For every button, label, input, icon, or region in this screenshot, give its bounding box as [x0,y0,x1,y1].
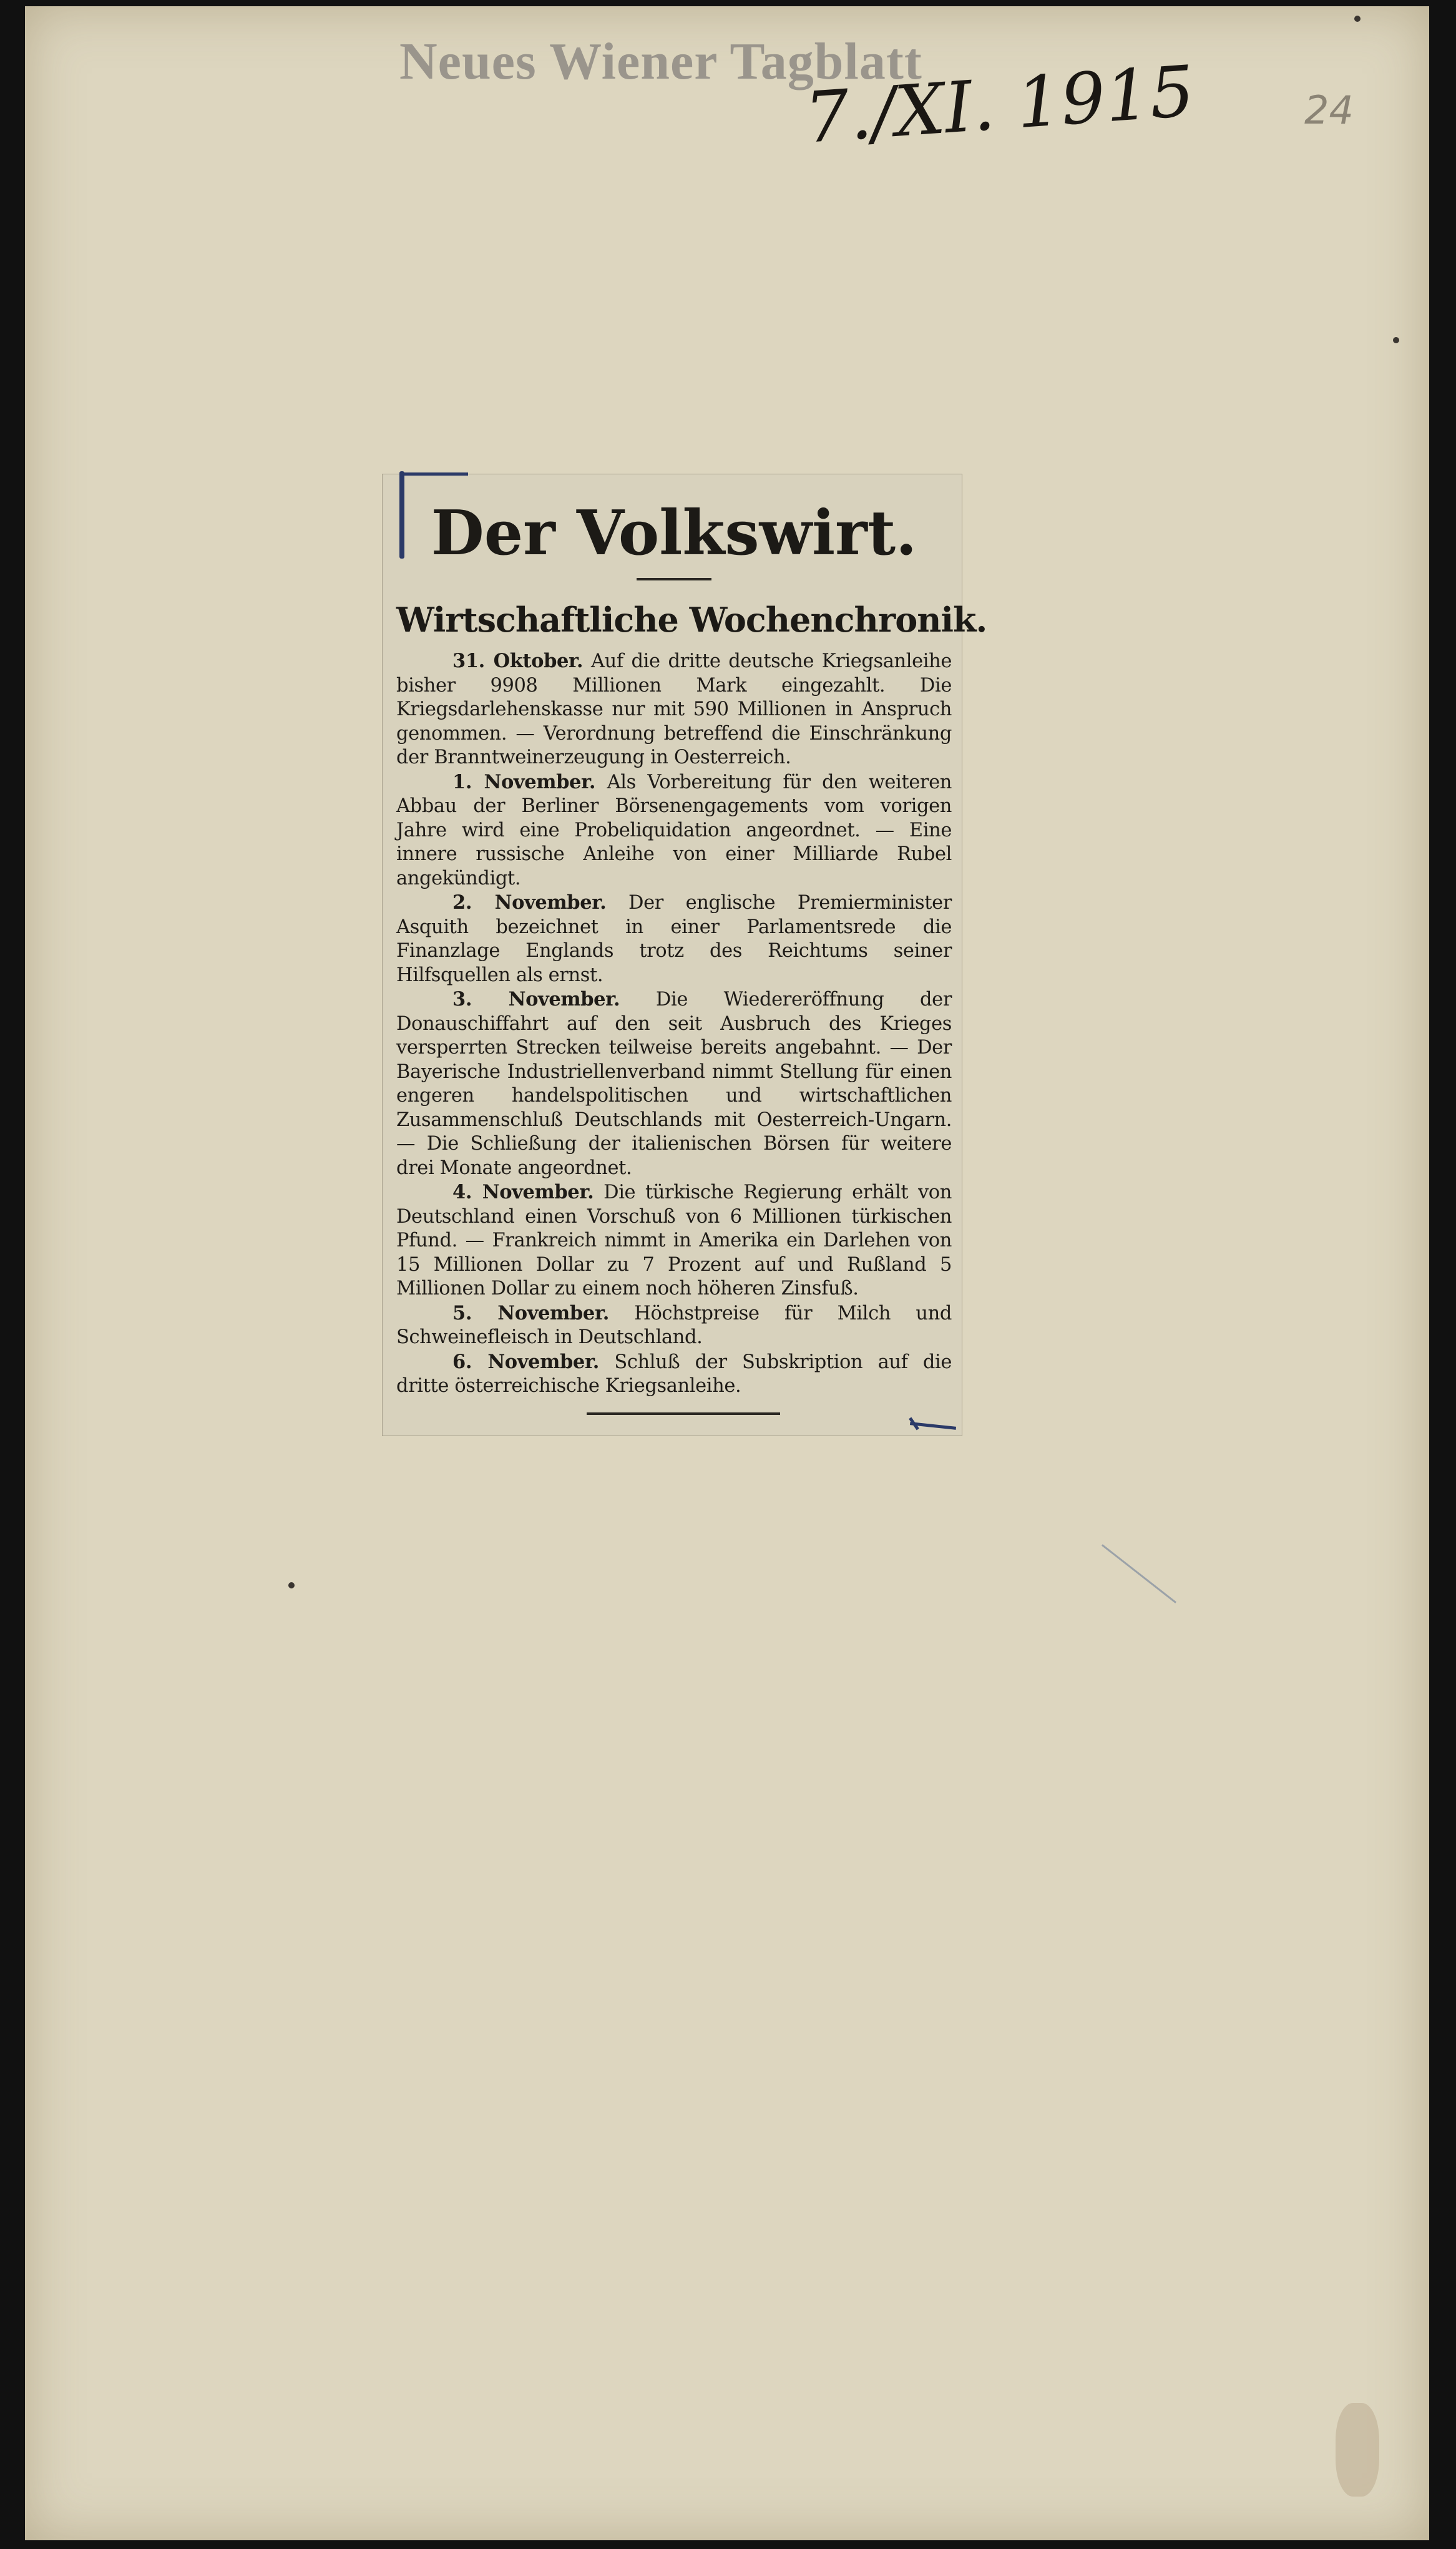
entry-text: Die Wiedereröffnung der Donauschiffahrt auf den seit Ausbruch des Krieges versperrten Strecken teilweise bereits angebahnt. — Der Bayerische Industriellenverband nimmt Stellung für einen engeren handelspolitischen und wirtschaftlichen Zusammenschluß Deutschlands mit Oesterreich-Ungarn. — Die Schließung der italienischen Börsen für weitere drei Monate angeordnet. [396,989,952,1179]
entry-date: 3. November. [452,988,620,1010]
masthead-rule [637,578,711,580]
newspaper-clipping [383,474,987,1436]
clipping-masthead: Der Volkswirt. [431,497,917,569]
entry-text: Höchstpreise für Milch und Schweinefleisch in Deutschland. [396,1302,952,1348]
chronicle-entry [396,1350,952,1399]
page-number: 24 [1304,87,1354,133]
entry-date: 2. November. [452,891,607,914]
entry-text: Schluß der Subskription auf die dritte österreichische Kriegsanleihe. [396,1351,952,1397]
handwritten-date: 7./XI. 1915 [802,51,1197,159]
entry-date: 5. November. [452,1301,609,1324]
clipping-body [396,487,987,1415]
entry-date: 31. Oktober. [452,650,584,672]
paper-speck [288,1582,295,1588]
clipping-subheading: Wirtschaftliche Wochenchronik. [396,600,987,640]
paper-speck [1393,337,1399,343]
chronicle-entry [396,649,952,770]
entry-date: 4. November. [452,1181,594,1203]
entry-text: Als Vorbereitung für den weiteren Abbau der Berliner Börsenengagements vom vorigen Jahre wird eine Probeliquidation angeordnet. — Eine innere russische Anleihe von einer Milliarde Rubel angekündigt. [396,771,952,889]
entry-text: Die türkische Regierung erhält von Deutschland einen Vorschuß von 6 Millionen türkischen Pfund. — Frankreich nimmt in Amerika ein Darlehen von 15 Millionen Dollar zu 7 Prozent auf und Rußland 5 Millionen Dollar zu einem noch höheren Zinsfuß. [396,1182,952,1299]
blue-pencil-bracket [399,471,404,559]
entry-text: Auf die dritte deutsche Kriegsanleihe bisher 9908 Millionen Mark eingezahlt. Die Kriegsdarlehenskasse nur mit 590 Millionen in Anspruch genommen. — Verordnung betreffend die Einschränkung der Branntweinerzeugung in Oesterreich. [396,650,952,768]
entry-text: Der englische Premierminister Asquith bezeichnet in einer Parlamentsrede die Finanzlage Englands trotz des Reichtums seiner Hilfsquellen als ernst. [396,892,952,986]
chronicle-entry [396,891,952,987]
chronicle-entry [396,987,952,1180]
blue-pencil-bracket-top [399,472,468,476]
chronicle-entry [396,1180,952,1301]
entry-date: 1. November. [452,770,596,793]
paper-speck [1354,16,1361,22]
entry-date: 6. November. [452,1350,599,1373]
chronicle-entry [396,770,952,891]
newspaper-stamp: Neues Wiener Tagblatt [399,32,922,91]
paper-stain [1336,2403,1379,2497]
chronicle-entry [396,1301,952,1350]
closing-rule [587,1412,780,1415]
